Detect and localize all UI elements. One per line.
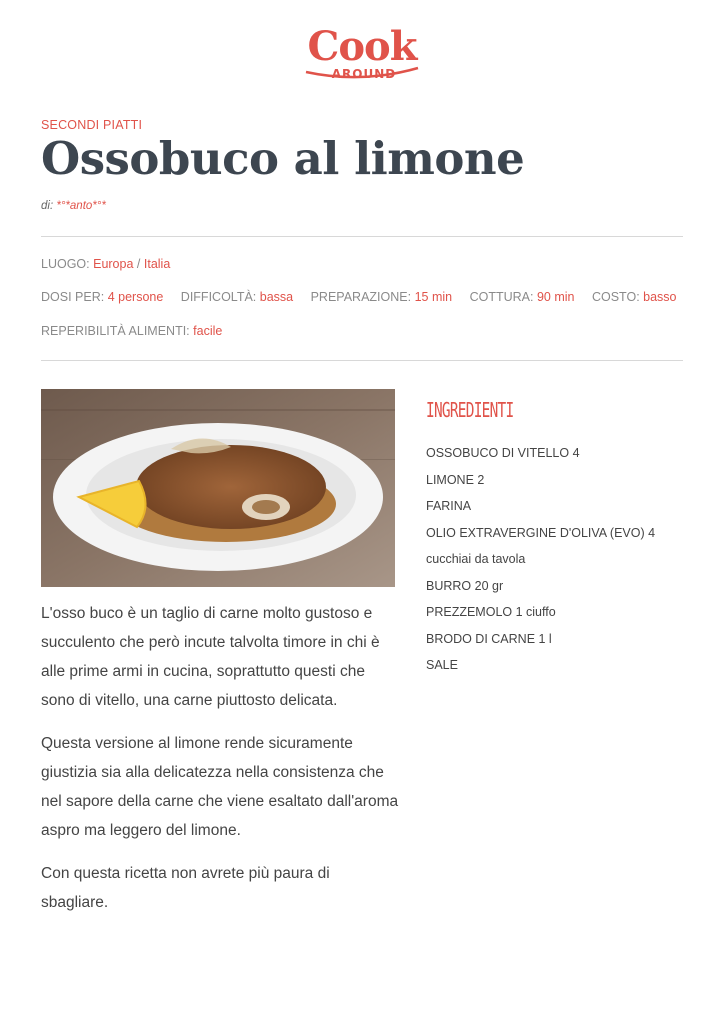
dish-illustration xyxy=(41,389,395,587)
reperibilita-value: facile xyxy=(193,324,223,338)
ingredient-item: LIMONE 2 xyxy=(426,472,485,487)
table-grain-1 xyxy=(41,409,395,411)
difficolta-label: DIFFICOLTÀ: xyxy=(180,290,257,304)
divider-bottom xyxy=(41,360,683,361)
meta-preparazione xyxy=(311,290,456,304)
ingredient-item: OLIO EXTRAVERGINE D'OLIVA (EVO) 4 xyxy=(426,525,656,540)
meta-costo xyxy=(592,290,677,304)
page-title: Ossobuco al limone xyxy=(41,132,525,185)
description-paragraph: Con questa ricetta non avrete più paura di sbagliare. xyxy=(41,865,330,911)
ingredient-item: BRODO DI CARNE 1 l xyxy=(426,631,552,646)
meta-dosi xyxy=(41,290,167,304)
reperibilita-label: REPERIBILITÀ ALIMENTI: xyxy=(41,324,190,338)
cottura-label: COTTURA: xyxy=(469,290,534,304)
luogo-separator: / xyxy=(136,257,141,271)
preparazione-label: PREPARAZIONE: xyxy=(310,290,412,304)
recipe-photo xyxy=(41,389,395,587)
recipe-category[interactable]: SECONDI PIATTI xyxy=(41,118,143,132)
recipe-author xyxy=(41,200,106,212)
costo-value: basso xyxy=(643,290,677,304)
author-prefix: di: xyxy=(41,200,54,212)
recipe-description xyxy=(41,599,401,931)
luogo-label: LUOGO: xyxy=(41,257,90,271)
ingredient-item: SALE xyxy=(426,658,458,672)
preparazione-value: 15 min xyxy=(414,290,453,304)
ingredients-heading: INGREDIENTI xyxy=(426,398,514,422)
cottura-value: 90 min xyxy=(536,290,575,304)
ingredient-item: PREZZEMOLO 1 ciuffo xyxy=(426,605,556,619)
marrow-center xyxy=(252,500,280,514)
costo-label: COSTO: xyxy=(591,290,640,304)
meta-reperibilita xyxy=(41,324,222,338)
meta-luogo xyxy=(41,257,170,271)
luogo-country-link[interactable]: Italia xyxy=(143,257,171,271)
dosi-value: 4 persone xyxy=(107,290,164,304)
ingredient-item: OSSOBUCO DI VITELLO 4 xyxy=(426,446,580,460)
logo-text-around: AROUND xyxy=(331,67,397,81)
meta-details xyxy=(41,290,677,304)
ossobuco-meat xyxy=(136,445,326,529)
meta-cottura xyxy=(470,290,578,304)
luogo-region-link[interactable]: Europa xyxy=(93,257,134,271)
description-paragraph: Questa versione al limone rende sicuramente giustizia sia alla delicatezza nella consistenza che nel sapore della carne che viene esaltato dall'aroma aspro ma leggero del limone. xyxy=(41,735,399,839)
cookaround-logo[interactable] xyxy=(300,22,424,86)
ingredient-item: cucchiai da tavola xyxy=(426,552,526,566)
description-paragraph: L'osso buco è un taglio di carne molto gustoso e succulento che però incute talvolta timore in chi è alle prime armi in cucina, soprattutto questi che sono di vitello, una carne piuttosto delicata. xyxy=(41,605,380,709)
ingredient-item: FARINA xyxy=(426,499,472,513)
logo-text-cook: Cook xyxy=(307,23,417,70)
divider-top xyxy=(41,236,683,237)
ingredient-item: BURRO 20 gr xyxy=(426,578,504,593)
ingredients-list xyxy=(426,440,686,679)
difficolta-value: bassa xyxy=(259,290,294,304)
author-name[interactable]: *°*anto*°* xyxy=(56,200,106,212)
dosi-label: DOSI PER: xyxy=(41,290,105,304)
meta-difficolta xyxy=(181,290,297,304)
